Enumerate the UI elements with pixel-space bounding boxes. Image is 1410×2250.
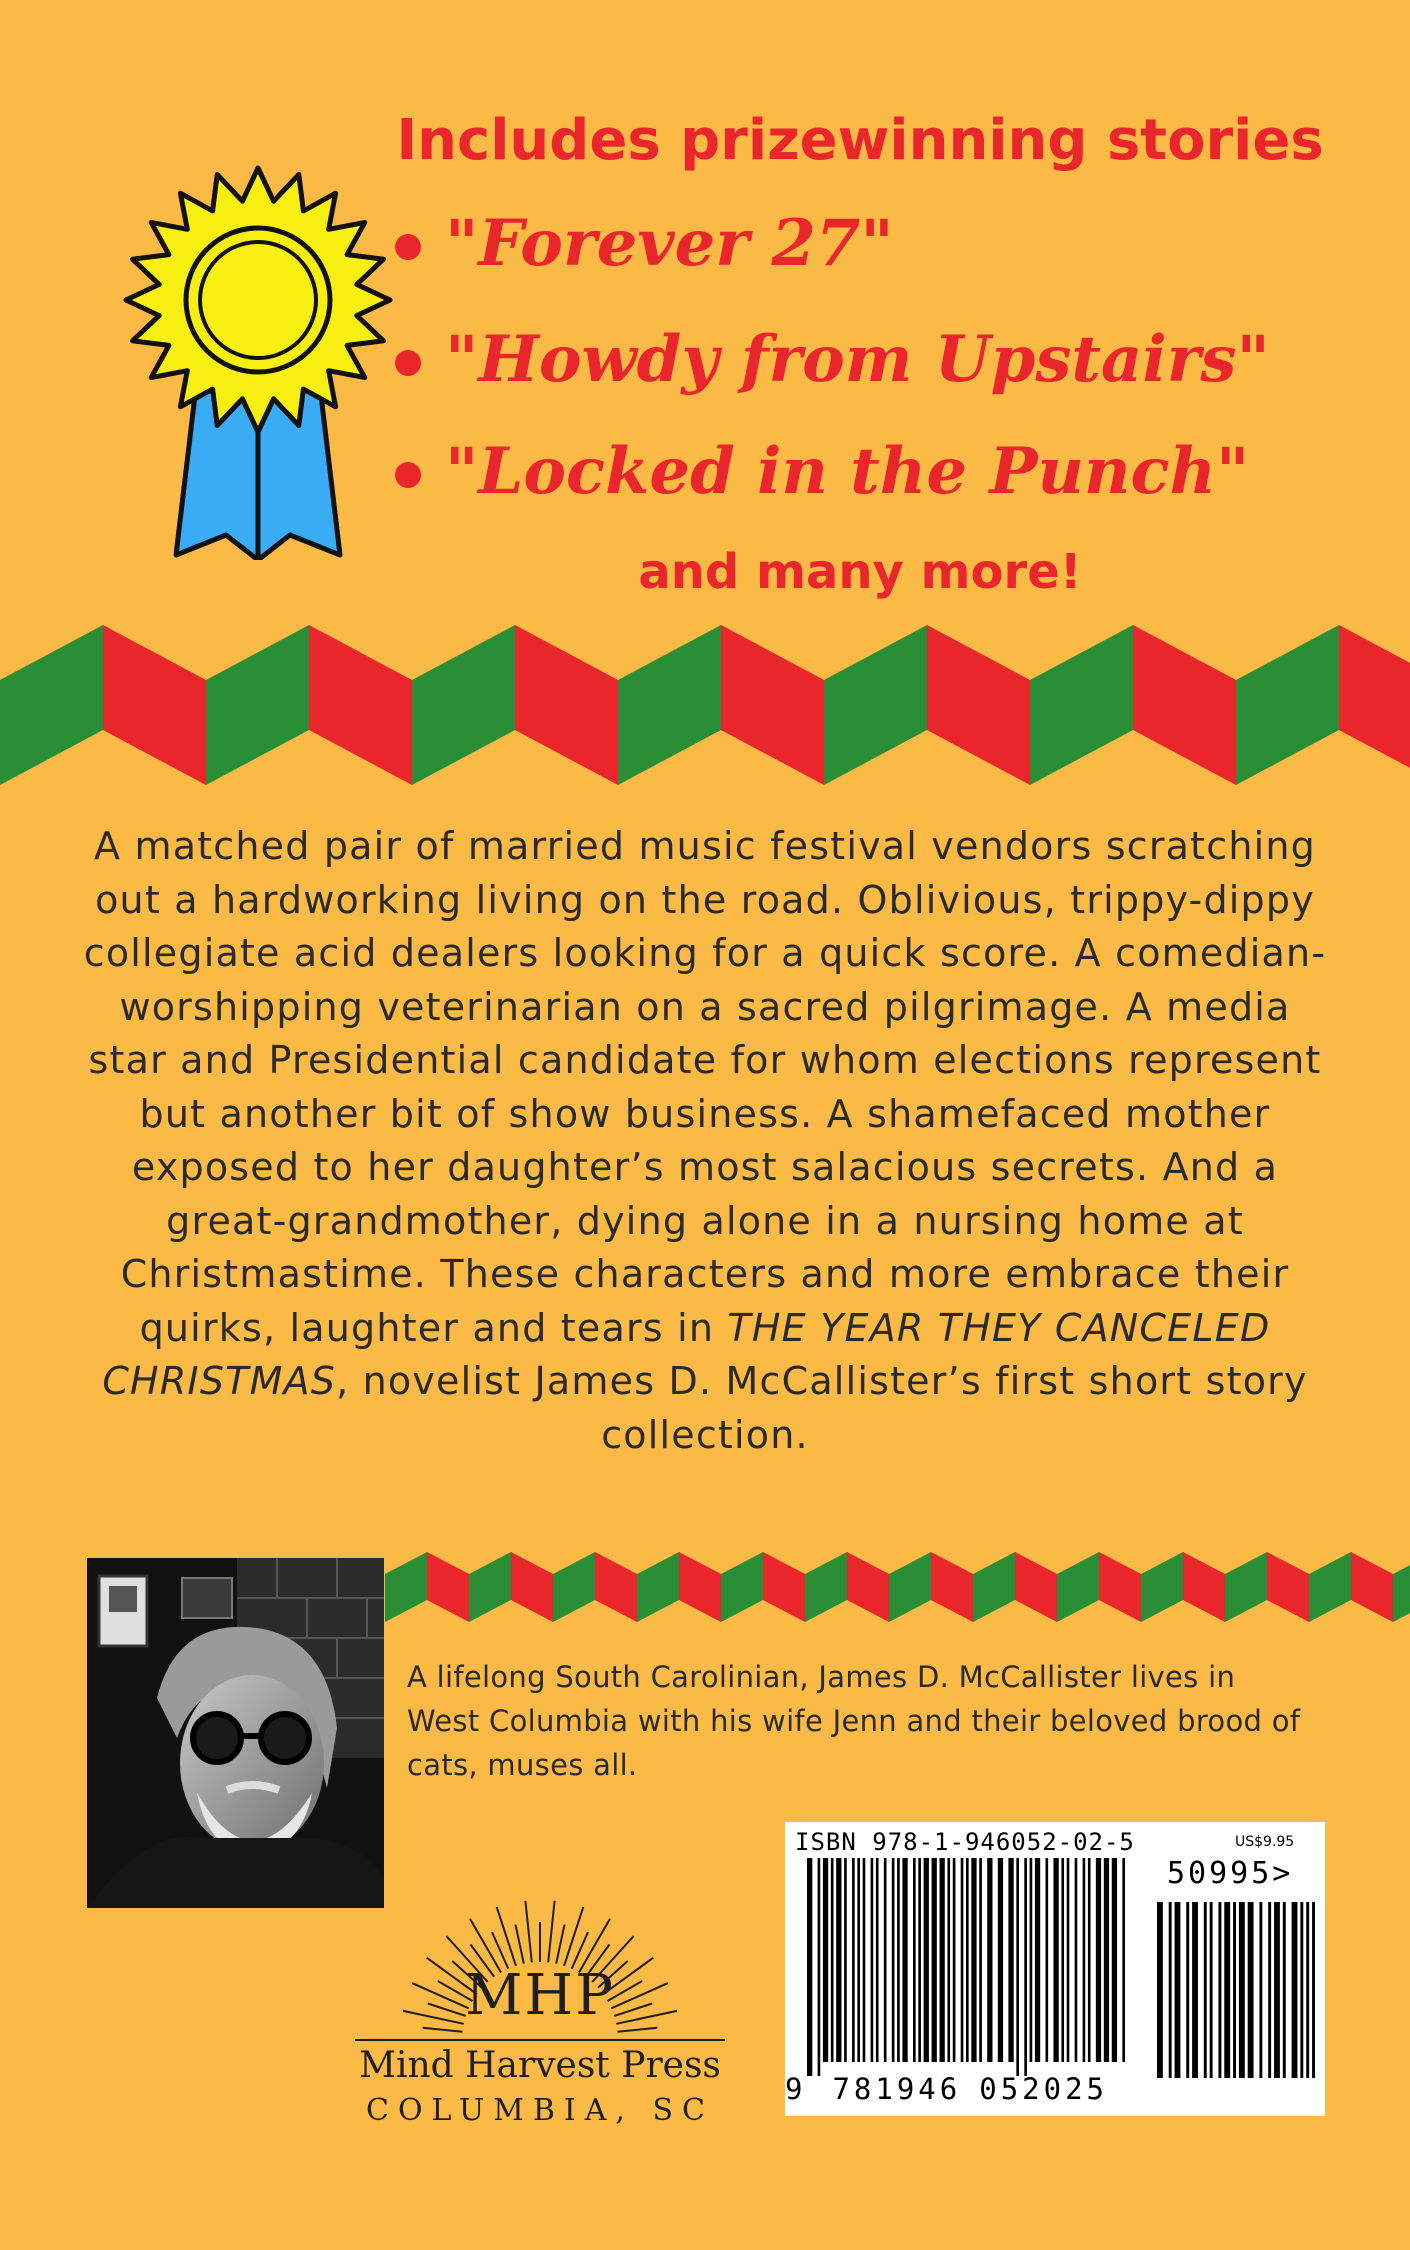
author-photo — [87, 1558, 384, 1908]
band-segment — [805, 1552, 847, 1622]
band-segment — [973, 1552, 1015, 1622]
zigzag-band-small — [385, 1552, 1410, 1622]
story-title: "Howdy from Upstairs" — [445, 322, 1270, 397]
band-segment — [469, 1552, 511, 1622]
band-segment — [637, 1552, 679, 1622]
isbn-label: ISBN 978-1-946052-02-5 — [795, 1828, 1135, 1856]
many-more-text: and many more! — [638, 544, 1082, 600]
band-segment — [721, 1552, 763, 1622]
story-item — [445, 432, 1249, 512]
description-ending: , novelist James D. McCallister’s first short story collection. — [336, 1359, 1308, 1457]
band-segment — [1225, 1552, 1267, 1622]
band-segment — [1030, 625, 1133, 785]
award-ribbon-icon — [118, 160, 398, 560]
isbn-barcode — [785, 1822, 1325, 2116]
band-segment — [1393, 1552, 1410, 1622]
ean-first-digit: 9 — [785, 2072, 807, 2106]
band-segment — [824, 625, 927, 785]
band-segment — [721, 625, 824, 785]
band-segment — [1183, 1552, 1225, 1622]
band-segment — [1141, 1552, 1183, 1622]
ean-bars — [807, 1858, 1125, 2076]
band-segment — [103, 625, 206, 785]
band-segment — [927, 625, 1030, 785]
band-segment — [412, 625, 515, 785]
description-text: A matched pair of married music festival vendors scratching out a hardworking living on the road. Oblivious, trippy-dippy collegiate acid dealers looking for a quick score. A comedian-worshipping veterinarian on a sacred pilgrimage. A media star and Presidential candidate for whom elections represent but another bit of show business. A shamefaced mother exposed to her daughter’s most salacious secrets. And a great-grandmother, dying alone in a nursing home at Christmastime. These characters and more embrace their quirks, laughter and tears in — [83, 824, 1327, 1350]
prize-heading: Includes prizewinning stories — [396, 108, 1324, 173]
band-segment — [309, 625, 412, 785]
band-segment — [889, 1552, 931, 1622]
ean-group-2: 052025 — [979, 2072, 1108, 2106]
band-segment — [1057, 1552, 1099, 1622]
publisher-initials: MHP — [465, 1963, 615, 2028]
band-segment — [1339, 625, 1410, 785]
author-bio: A lifelong South Carolinian, James D. McCallister lives in West Columbia with his wife Jenn and their beloved brood of cats, muses all. — [407, 1660, 1301, 1782]
band-segment — [1309, 1552, 1351, 1622]
bullet-icon — [395, 462, 421, 488]
band-segment — [1267, 1552, 1309, 1622]
band-segment — [1099, 1552, 1141, 1622]
band-segment — [1133, 625, 1236, 785]
band-segment — [515, 625, 618, 785]
story-title: "Forever 27" — [445, 206, 894, 281]
price-label: US$9.95 — [1235, 1834, 1295, 1850]
band-segment — [511, 1552, 553, 1622]
story-title: "Locked in the Punch" — [445, 434, 1250, 509]
band-segment — [553, 1552, 595, 1622]
band-segment — [206, 625, 309, 785]
publisher-logo — [355, 1895, 725, 2128]
ean-digits — [785, 2072, 1108, 2106]
book-description — [80, 820, 1330, 1462]
band-segment — [385, 1552, 427, 1622]
band-segment — [0, 625, 103, 785]
band-segment — [618, 625, 721, 785]
band-segment — [1015, 1552, 1057, 1622]
addon-bars — [1157, 1902, 1315, 2092]
band-segment — [427, 1552, 469, 1622]
band-segment — [1236, 625, 1339, 785]
publisher-city: COLUMBIA, SC — [366, 2093, 714, 2128]
book-title: THE YEAR THEY CANCELED CHRISTMAS — [102, 1305, 1271, 1403]
story-item — [445, 320, 1270, 400]
band-segment — [1351, 1552, 1393, 1622]
bullet-icon — [395, 350, 421, 376]
band-segment — [595, 1552, 637, 1622]
bullet-icon — [395, 234, 421, 260]
band-segment — [763, 1552, 805, 1622]
band-segment — [847, 1552, 889, 1622]
zigzag-band — [0, 625, 1410, 785]
band-segment — [679, 1552, 721, 1622]
publisher-name: Mind Harvest Press — [359, 2045, 721, 2086]
story-item — [445, 204, 894, 284]
band-segment — [931, 1552, 973, 1622]
price-code: 50995> — [1167, 1856, 1294, 1891]
ean-group-1: 781946 — [832, 2072, 962, 2106]
